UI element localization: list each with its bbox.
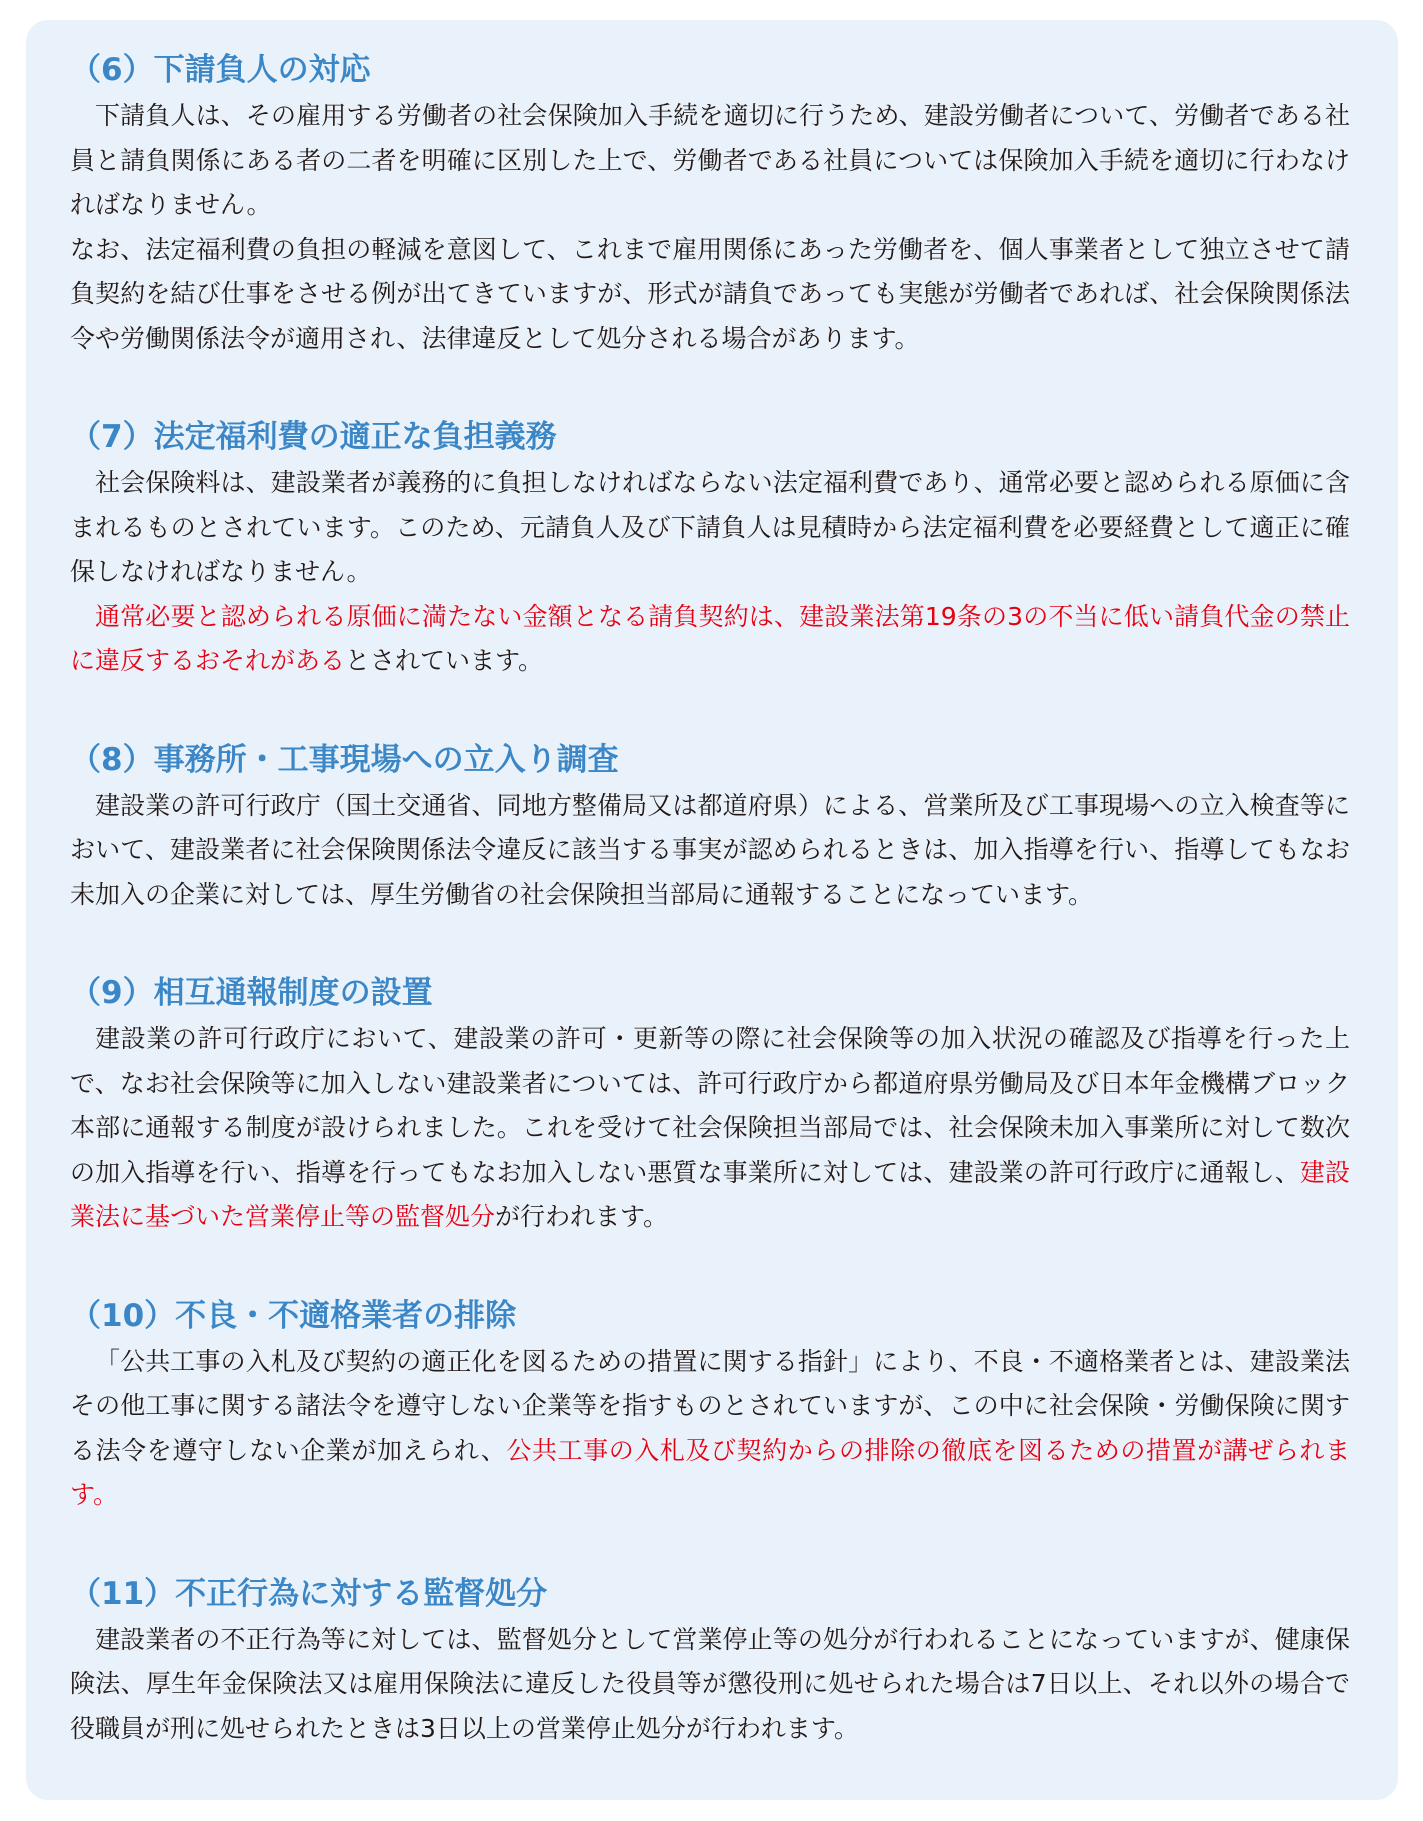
paragraph-head: 建設業の許可行政庁において、建設業の許可・更新等の際に社会保険等の加入状況の確認及び指導を行った上で、なお社会保険等に加入しない建設業者については、許可行政庁から都道府県労働局及び日本年金機構ブロック本部に通報する制度が設けられました。これを受けて社会保険担当部局では、社会保険未加入事業所に対して数次の加入指導を行い、指導を行ってもなお加入しない悪質な事業所に対しては、建設業の許可行政庁に通報し、 [70,1024,1350,1187]
section-heading: （11）不正行為に対する監督処分 [70,1575,548,1612]
section-paragraph: 建設業の許可行政庁（国土交通省、同地方整備局又は都道府県）による、営業所及び工事現場への立入検査等において、建設業者に社会保険関係法令違反に該当する事実が認められるときは、加入指導を行い、指導してもなお未加入の企業に対しては、厚生労働省の社会保険担当部局に通報することになっています。 [70,790,1350,909]
section-paragraph [70,595,1350,684]
highlighted-text: 公共工事の入札及び契約からの排除の徹底を図るための措置が講ぜられます。 [70,1435,1350,1509]
section-heading: （10）不良・不適格業者の排除 [70,1297,517,1334]
section-paragraph [70,1017,1350,1240]
section-heading: （6）下請負人の対応 [70,52,371,88]
section-paragraph: 社会保険料は、建設業者が義務的に負担しなければならない法定福利費であり、通常必要と認められる原価に含まれるものとされています。このため、元請負人及び下請負人は見積時から法定福利費を必要経費として適正に確保しなければなりません。 [70,468,1350,586]
section-mutual-notification [70,971,1350,1240]
section-heading: （8）事務所・工事現場への立入り調査 [70,741,619,778]
section-paragraph: なお、法定福利費の負担の軽減を意図して、これまで雇用関係にあった労働者を、個人事業者として独立させて請負契約を結び仕事をさせる例が出てきていますが、形式が請負であっても実態が労働者であれば、社会保険関係法令や労働関係法令が適用され、法律違反として処分される場合があります。 [70,234,1350,353]
highlighted-text: 通常必要と認められる原価に満たない金額となる請負契約は、建設業法第19条の3の不当に低い請負代金の禁止に違反するおそれがある [70,601,1350,675]
section-paragraph: 建設業者の不正行為等に対しては、監督処分として営業停止等の処分が行われることになっていますが、健康保険法、厚生年金保険法又は雇用保険法に違反した役員等が懲役刑に処せられた場合は7日以上、それ以外の場合で役職員が刑に処せられたときは3日以上の営業停止処分が行われます。 [70,1624,1350,1743]
paragraph-tail: が行われます。 [495,1202,669,1231]
content-panel [26,20,1398,1800]
section-heading: （7）法定福利費の適正な負担義務 [70,419,557,455]
section-paragraph [70,1340,1350,1518]
paragraph-tail: とされています。 [345,646,544,675]
section-welfare-cost-obligation [70,415,1350,684]
section-disciplinary-action [70,1572,1350,1752]
highlighted-text: 建設業法に基づいた営業停止等の監督処分 [70,1157,1350,1231]
section-on-site-inspection [70,738,1350,918]
section-subcontractor-response [70,48,1350,361]
section-heading: （9）相互通報制度の設置 [70,975,433,1011]
paragraph-head: 「公共工事の入札及び契約の適正化を図るための措置に関する指針」により、不良・不適格業者とは、建設業法その他工事に関する諸法令を遵守しない企業等を指すものとされていますが、この中に社会保険・労働保険に関する法令を遵守しない企業が加えられ、 [70,1346,1350,1465]
section-paragraph: 下請負人は、その雇用する労働者の社会保険加入手続を適切に行うため、建設労働者について、労働者である社員と請負関係にある者の二者を明確に区別した上で、労働者である社員については保険加入手続を適切に行わなければなりません。 [70,101,1350,219]
section-exclusion-of-unqualified [70,1294,1350,1518]
